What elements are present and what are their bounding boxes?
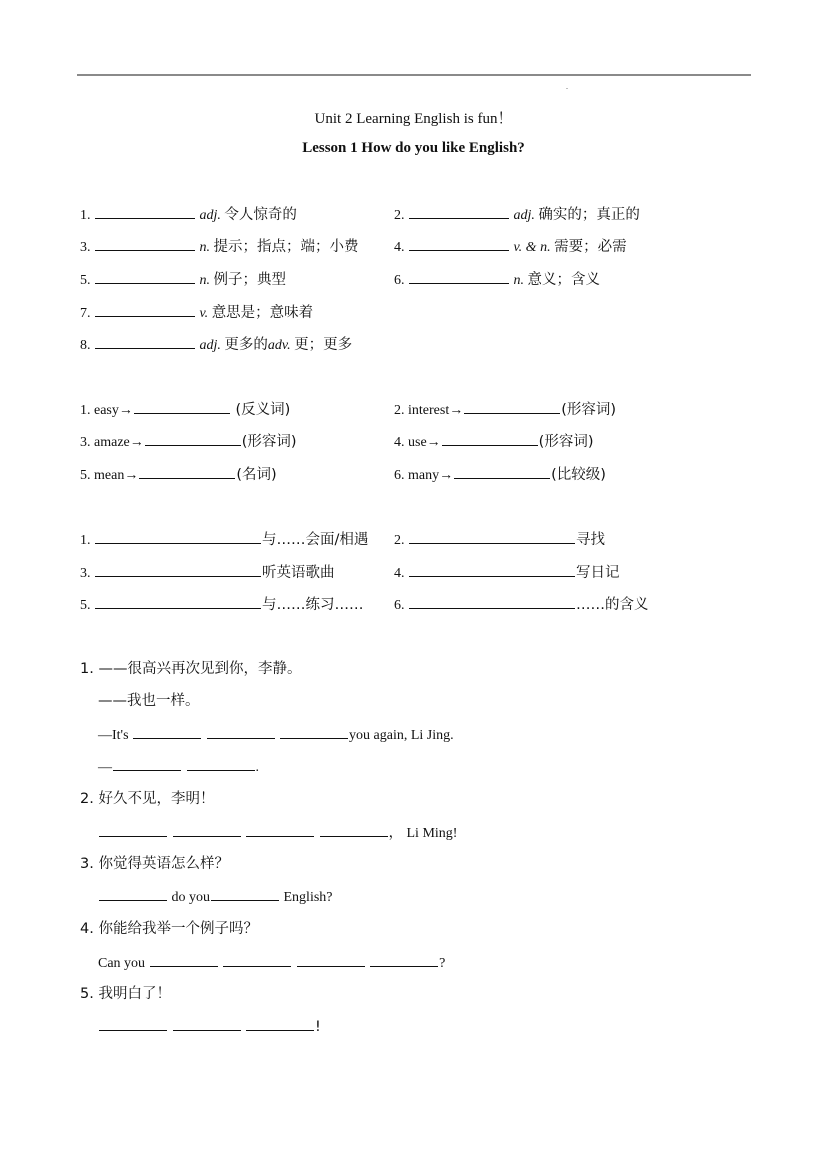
answer-blank[interactable] [464, 399, 560, 414]
sentence-1-english-a: —It's you again, Li Jing. [98, 724, 454, 746]
wordform-item-6: 6. many→ (比较级) [394, 464, 606, 486]
vocab-item-4: 4. v. & n. 需要；必需 [394, 236, 627, 258]
answer-blank[interactable] [173, 1016, 241, 1031]
sentence-2-english: ， Li Ming! [98, 822, 457, 844]
phrase-item-6: 6. ……的含义 [394, 594, 649, 616]
answer-blank[interactable] [187, 756, 255, 771]
answer-blank[interactable] [95, 594, 261, 609]
answer-blank[interactable] [99, 1016, 167, 1031]
sentence-1-chinese-b: ——我也一样。 [98, 693, 200, 709]
answer-blank[interactable] [99, 886, 167, 901]
answer-blank[interactable] [95, 236, 195, 251]
answer-blank[interactable] [409, 529, 575, 544]
answer-blank[interactable] [150, 952, 218, 967]
sentence-3-chinese: 3. 你觉得英语怎么样？ [80, 856, 229, 872]
answer-blank[interactable] [133, 724, 201, 739]
header-dot: . [566, 82, 568, 91]
answer-blank[interactable] [95, 269, 195, 284]
vocab-item-5: 5. n. 例子；典型 [80, 269, 286, 291]
answer-blank[interactable] [99, 822, 167, 837]
answer-blank[interactable] [370, 952, 438, 967]
sentence-1-chinese-a: 1. ——很高兴再次见到你，李静。 [80, 661, 302, 677]
answer-blank[interactable] [280, 724, 348, 739]
vocab-item-2: 2. adj. 确实的；真正的 [394, 204, 640, 226]
phrase-item-1: 1. 与……会面/相遇 [80, 529, 368, 551]
answer-blank[interactable] [211, 886, 279, 901]
answer-blank[interactable] [95, 562, 261, 577]
answer-blank[interactable] [409, 562, 575, 577]
answer-blank[interactable] [454, 464, 550, 479]
wordform-item-4: 4. use→ (形容词) [394, 431, 594, 453]
answer-blank[interactable] [95, 334, 195, 349]
answer-blank[interactable] [246, 1016, 314, 1031]
answer-blank[interactable] [134, 399, 230, 414]
header-rule [77, 74, 751, 76]
answer-blank[interactable] [95, 302, 195, 317]
phrase-item-3: 3. 听英语歌曲 [80, 562, 335, 584]
sentence-4-chinese: 4. 你能给我举一个例子吗？ [80, 921, 258, 937]
unit-title: Unit 2 Learning English is fun！ [314, 111, 513, 127]
answer-blank[interactable] [246, 822, 314, 837]
vocab-item-3: 3. n. 提示；指点；端；小费 [80, 236, 359, 258]
sentence-5-chinese: 5. 我明白了！ [80, 986, 171, 1002]
sentence-4-english: Can you ? [98, 952, 445, 974]
wordform-item-1: 1. easy→ (反义词) [80, 399, 290, 421]
sentence-2-chinese: 2. 好久不见，李明！ [80, 791, 215, 807]
vocab-item-6: 6. n. 意义；含义 [394, 269, 600, 291]
answer-blank[interactable] [442, 431, 538, 446]
answer-blank[interactable] [113, 756, 181, 771]
answer-blank[interactable] [145, 431, 241, 446]
wordform-item-5: 5. mean→ (名词) [80, 464, 277, 486]
answer-blank[interactable] [95, 529, 261, 544]
answer-blank[interactable] [95, 204, 195, 219]
sentence-5-english: ! [98, 1016, 321, 1038]
answer-blank[interactable] [409, 236, 509, 251]
wordform-item-3: 3. amaze→ (形容词) [80, 431, 297, 453]
lesson-title: Lesson 1 How do you like English? [302, 140, 525, 156]
phrase-item-2: 2. 寻找 [394, 529, 605, 551]
vocab-item-8: 8. adj. 更多的adv. 更；更多 [80, 334, 352, 356]
sentence-3-english: do you English? [98, 886, 333, 908]
wordform-item-2: 2. interest→ (形容词) [394, 399, 616, 421]
answer-blank[interactable] [320, 822, 388, 837]
answer-blank[interactable] [297, 952, 365, 967]
answer-blank[interactable] [409, 594, 575, 609]
answer-blank[interactable] [409, 269, 509, 284]
phrase-item-4: 4. 写日记 [394, 562, 620, 584]
answer-blank[interactable] [409, 204, 509, 219]
answer-blank[interactable] [223, 952, 291, 967]
answer-blank[interactable] [207, 724, 275, 739]
vocab-item-7: 7. v. 意思是；意味着 [80, 302, 313, 324]
phrase-item-5: 5. 与……练习…… [80, 594, 364, 616]
sentence-1-english-b: — . [98, 756, 259, 778]
vocab-item-1: 1. adj. 令人惊奇的 [80, 204, 297, 226]
answer-blank[interactable] [173, 822, 241, 837]
answer-blank[interactable] [139, 464, 235, 479]
